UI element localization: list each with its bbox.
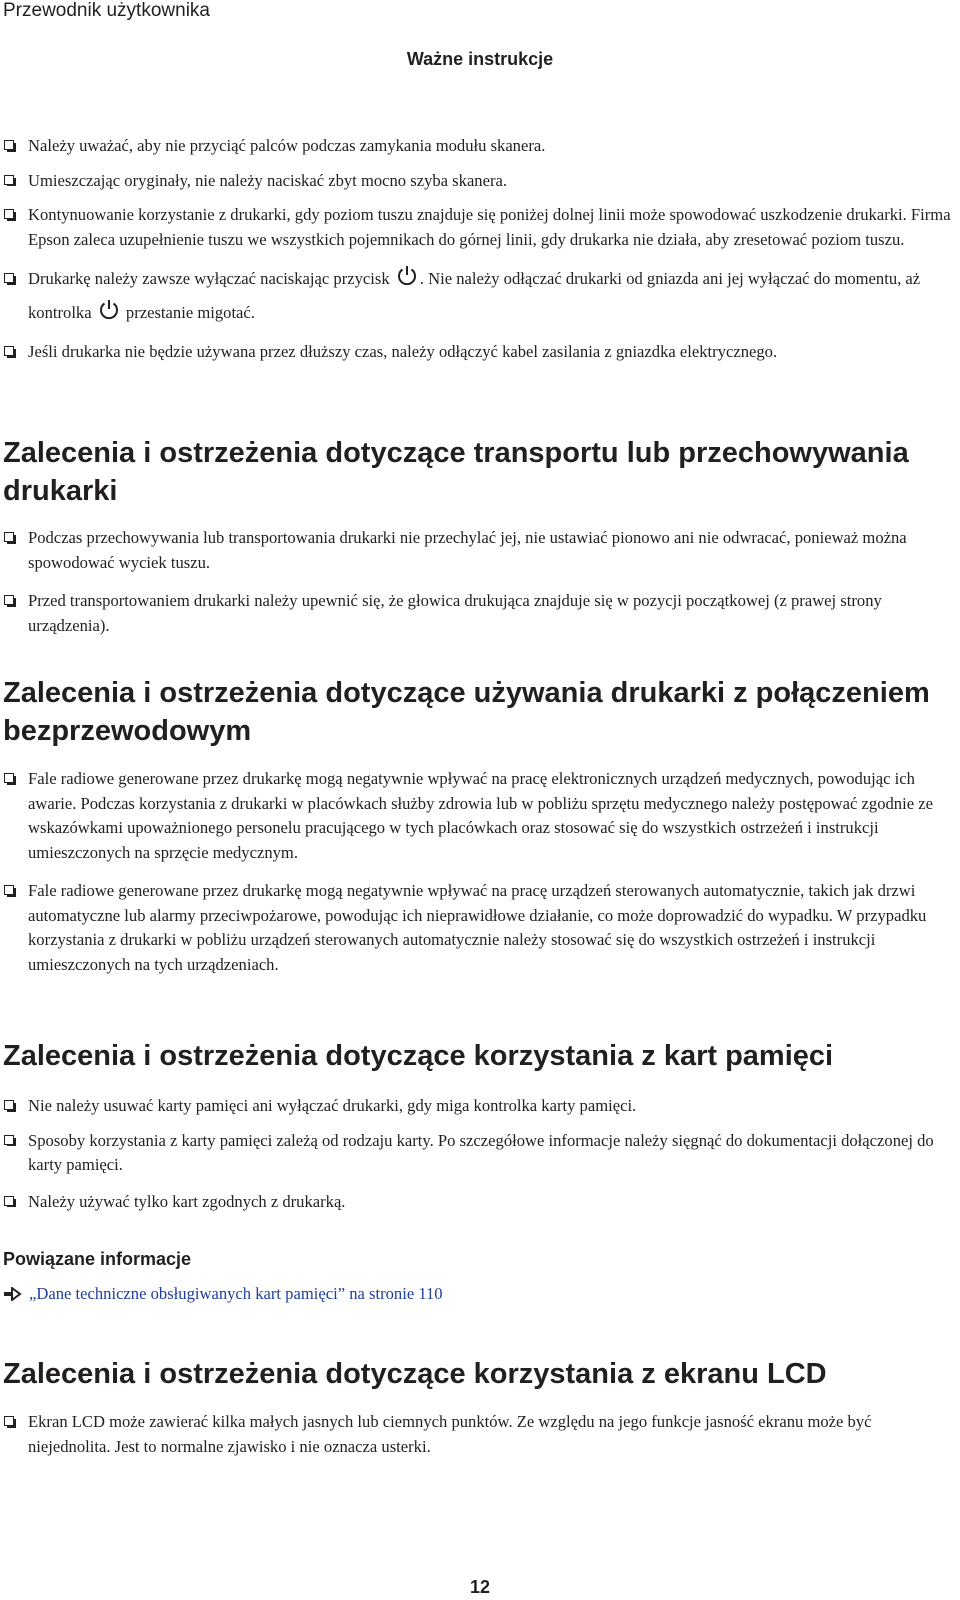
checkbox-bullet-icon (4, 1100, 14, 1110)
list-item: Należy uważać, aby nie przyciąć palców podczas zamykania modułu skanera. (4, 134, 952, 159)
list-item: Umieszczając oryginały, nie należy naciskać zbyt mocno szyba skanera. (4, 169, 952, 194)
checkbox-bullet-icon (4, 1135, 14, 1145)
list-item: Przed transportowaniem drukarki należy upewnić się, że głowica drukująca znajduje się w pozycji początkowej (z prawej strony urządzenia). (4, 589, 952, 638)
list-item: Jeśli drukarka nie będzie używana przez dłuższy czas, należy odłączyć kabel zasilania z gniazdka elektrycznego. (4, 340, 952, 365)
section-title-wireless: Zalecenia i ostrzeżenia dotyczące używania drukarki z połączeniem bezprzewodowym (3, 677, 930, 747)
wireless-checklist (4, 767, 952, 977)
section-title-memory-cards: Zalecenia i ostrzeżenia dotyczące korzystania z kart pamięci (3, 1040, 834, 1072)
list-item: Podczas przechowywania lub transportowania drukarki nie przechylać jej, nie ustawiać pionowo ani nie odwracać, ponieważ można spowodować wyciek tuszu. (4, 526, 952, 575)
checkbox-bullet-icon (4, 885, 14, 895)
list-item: Ekran LCD może zawierać kilka małych jasnych lub ciemnych punktów. Ze względu na jego funkcje jasność ekranu może być niejednolita. Jest to normalne zjawisko i nie oznacza usterki. (4, 1410, 952, 1459)
related-link-row[interactable] (3, 1282, 443, 1306)
checkbox-bullet-icon (4, 273, 14, 283)
memory-cards-specs-link[interactable]: „Dane techniczne obsługiwanych kart pamięci” na stronie 110 (29, 1284, 443, 1303)
list-item: Należy używać tylko kart zgodnych z drukarką. (4, 1190, 952, 1215)
checkbox-bullet-icon (4, 209, 14, 219)
power-icon (98, 298, 120, 322)
list-item-power: Drukarkę należy zawsze wyłączać naciskając przycisk . Nie należy odłączać drukarki od gniazda ani jej wyłączać do momentu, aż kontrolka przestanie migotać. (4, 262, 952, 330)
checkbox-bullet-icon (4, 595, 14, 605)
related-info-title: Powiązane informacje (3, 1249, 192, 1269)
list-item: Sposoby korzystania z karty pamięci zależą od rodzaju karty. Po szczegółowe informacje należy sięgnąć do dokumentacji dołączonej do karty pamięci. (4, 1129, 952, 1178)
running-header: Przewodnik użytkownika (3, 0, 210, 21)
checkbox-bullet-icon (4, 140, 14, 150)
list-item: Kontynuowanie korzystanie z drukarki, gdy poziom tuszu znajduje się poniżej dolnej linii może spowodować uszkodzenie drukarki. Firma Epson zaleca uzupełnienie tuszu we wszystkich pojemnikach do górnej linii, gdy drukarka nie działa, aby zresetować poziom tuszu. (4, 203, 952, 252)
checkbox-bullet-icon (4, 773, 14, 783)
list-item: Fale radiowe generowane przez drukarkę mogą negatywnie wpływać na pracę urządzeń sterowanych automatycznie, takich jak drzwi automatyczne lub alarmy przeciwpożarowe, powodując ich nieprawidłowe działanie, co może doprowadzić do wypadku. W przypadku korzystania z drukarki w pobliżu urządzeń sterowanych automatycznie należy stosować się do wszystkich ostrzeżeń i instrukcji umieszczonych na tych urządzeniach. (4, 879, 952, 977)
checkbox-bullet-icon (4, 532, 14, 542)
checkbox-bullet-icon (4, 346, 14, 356)
checkbox-bullet-icon (4, 1196, 14, 1206)
arrow-right-icon (3, 1287, 23, 1301)
checkbox-bullet-icon (4, 1416, 14, 1426)
page-number: 12 (469, 1577, 491, 1597)
checkbox-bullet-icon (4, 175, 14, 185)
section-label: Ważne instrukcje (406, 49, 554, 69)
section-title-lcd: Zalecenia i ostrzeżenia dotyczące korzystania z ekranu LCD (3, 1358, 827, 1390)
list-item: Nie należy usuwać karty pamięci ani wyłączać drukarki, gdy miga kontrolka karty pamięci. (4, 1094, 952, 1119)
intro-checklist (4, 134, 952, 365)
power-icon (396, 264, 418, 288)
transport-checklist (4, 526, 952, 638)
memory-cards-checklist (4, 1094, 952, 1214)
lcd-checklist (4, 1410, 952, 1459)
list-item: Fale radiowe generowane przez drukarkę mogą negatywnie wpływać na pracę elektronicznych urządzeń medycznych, powodując ich awarie. Podczas korzystania z drukarki w placówkach służby zdrowia lub w pobliżu sprzętu medycznego należy postępować zgodnie ze wskazówkami upoważnionego personelu pracującego w tych placówkach oraz stosować się do wszystkich ostrzeżeń i instrukcji umieszczonych na sprzęcie medycznym. (4, 767, 952, 865)
section-title-transport: Zalecenia i ostrzeżenia dotyczące transportu lub przechowywania drukarki (3, 437, 909, 507)
